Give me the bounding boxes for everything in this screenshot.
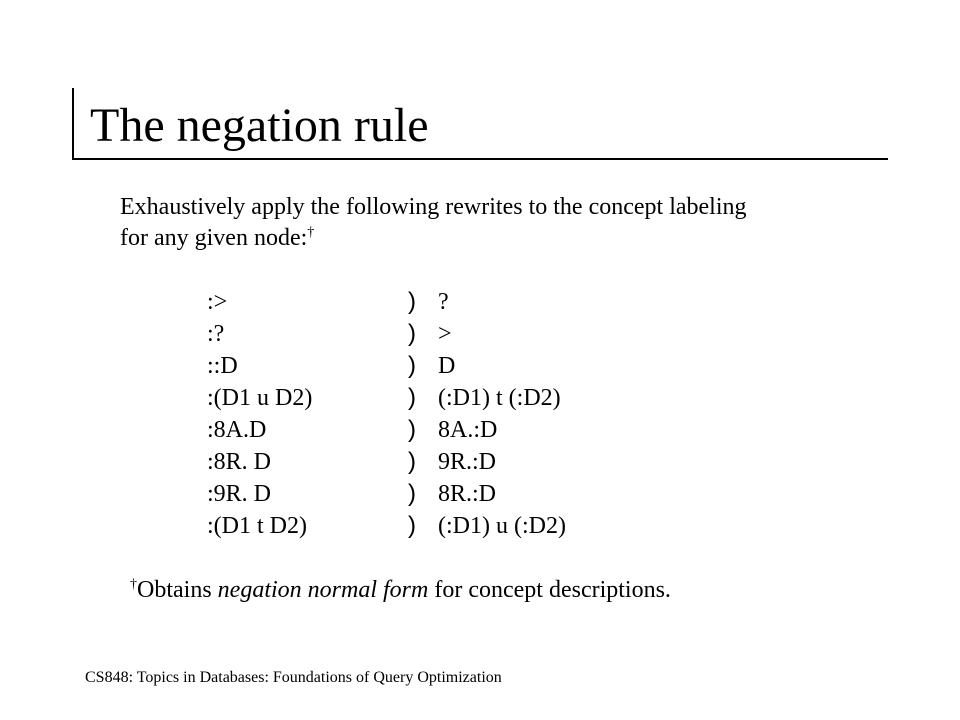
- rewrite-arrow: ): [408, 512, 416, 539]
- rule-lhs: :8A.D: [207, 417, 267, 443]
- rule-lhs: :?: [207, 321, 225, 347]
- rewrite-arrow: ): [408, 352, 416, 379]
- dagger-marker: †: [307, 225, 315, 240]
- rule-lhs: :(D1 u D2): [207, 385, 313, 411]
- rewrite-arrow: ): [408, 480, 416, 507]
- intro-line-1: Exhaustively apply the following rewrites to the concept labeling: [120, 194, 747, 220]
- intro-line-2-text: for any given node:: [120, 225, 308, 251]
- rule-lhs: :9R. D: [207, 481, 272, 507]
- title-underline: [72, 158, 888, 160]
- rewrite-arrow: ): [408, 416, 416, 443]
- rule-lhs: :>: [207, 289, 228, 315]
- footnote-emphasis: negation normal form: [217, 577, 429, 603]
- rule-rhs: 8A.:D: [438, 417, 498, 443]
- rule-rhs: 9R.:D: [438, 449, 497, 475]
- rewrite-arrow: ): [408, 288, 416, 315]
- rule-lhs: ::D: [207, 353, 238, 379]
- rewrite-arrow: ): [408, 320, 416, 347]
- intro-text: [120, 192, 880, 254]
- footnote-text-post: for concept descriptions.: [428, 577, 671, 603]
- footnote-text-pre: Obtains: [137, 577, 218, 603]
- rule-rhs: (:D1) t (:D2): [438, 385, 561, 411]
- rule-rhs: ?: [438, 289, 449, 315]
- rewrite-arrow: ): [408, 384, 416, 411]
- rule-lhs: :8R. D: [207, 449, 272, 475]
- rewrite-arrow: ): [408, 448, 416, 475]
- rule-rhs: 8R.:D: [438, 481, 497, 507]
- footnote: [130, 574, 671, 606]
- rule-rhs: (:D1) u (:D2): [438, 513, 566, 539]
- rule-rhs: D: [438, 353, 456, 379]
- slide-title: The negation rule: [90, 99, 429, 152]
- rule-lhs: :(D1 t D2): [207, 513, 307, 539]
- rule-rhs: >: [438, 321, 452, 347]
- intro-line-2: [120, 223, 880, 254]
- title-vertical-rule: [72, 88, 74, 158]
- dagger-marker: †: [130, 577, 137, 592]
- slide-footer: CS848: Topics in Databases: Foundations of Query Optimization: [85, 669, 502, 686]
